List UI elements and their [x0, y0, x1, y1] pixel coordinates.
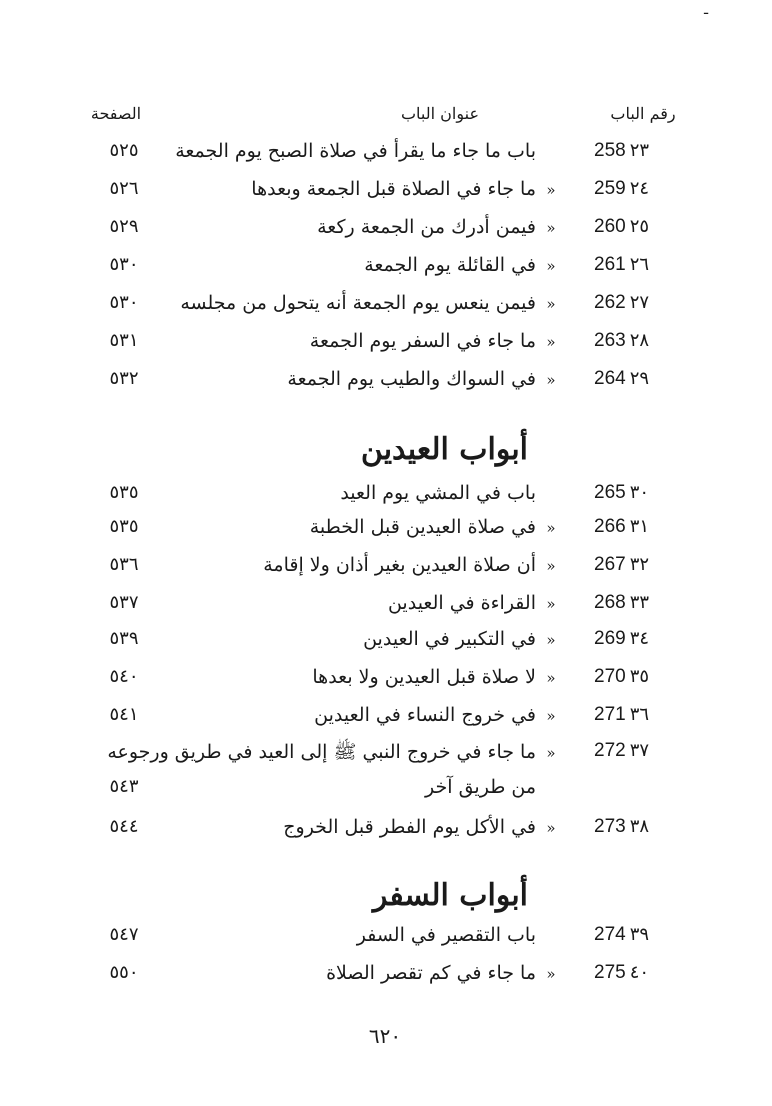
entry-number [594, 140, 678, 162]
entry-page: ٥٤٣ [109, 776, 139, 797]
toc-row [0, 554, 772, 588]
toc-row-continuation [0, 776, 772, 810]
entry-number [594, 330, 678, 352]
toc-row [0, 178, 772, 212]
entry-number-latin: 265 [594, 482, 626, 503]
entry-number-arabic: ٣٤ [629, 628, 650, 649]
entry-page: ٥٣٠ [109, 292, 139, 313]
entry-page: ٥٤٠ [109, 666, 139, 687]
entry-title [146, 330, 566, 352]
entry-number-arabic: ٣١ [629, 516, 650, 537]
toc-row [0, 962, 772, 996]
entry-title [146, 554, 566, 576]
entry-page: ٥٥٠ [109, 962, 139, 983]
page-folio-number: ٦٢٠ [368, 1024, 402, 1048]
entry-number-arabic: ٣٢ [629, 554, 650, 575]
entry-title [146, 816, 566, 838]
entry-number-arabic: ٢٧ [629, 292, 650, 313]
toc-header [0, 104, 772, 134]
entry-title-text: فيمن أدرك من الجمعة ركعة [317, 216, 536, 238]
ditto-mark: « [546, 669, 556, 687]
entry-number [594, 216, 678, 238]
entry-title-text: في صلاة العيدين قبل الخطبة [309, 516, 536, 538]
entry-title-text: في خروج النساء في العيدين [314, 704, 536, 726]
entry-number-latin: 258 [594, 140, 626, 161]
entry-number [594, 740, 678, 762]
entry-number-arabic: ٣٦ [629, 704, 650, 725]
entry-title-text: فيمن ينعس يوم الجمعة أنه يتحول من مجلسه [180, 292, 536, 314]
entry-title [146, 924, 566, 946]
ditto-mark: « [546, 219, 556, 237]
entry-number-latin: 272 [594, 740, 626, 761]
entry-title-text: ما جاء في كم تقصر الصلاة [326, 962, 536, 984]
entry-title-text: ما جاء في الصلاة قبل الجمعة وبعدها [251, 178, 536, 200]
entry-title [146, 628, 566, 650]
toc-row [0, 740, 772, 774]
entry-number-latin: 266 [594, 516, 626, 537]
ditto-mark: « [546, 181, 556, 199]
ditto-mark: « [546, 557, 556, 575]
toc-row [0, 482, 772, 516]
ditto-mark: « [546, 819, 556, 837]
entry-number-arabic: ٣٠ [629, 482, 650, 503]
entry-title-text: ما جاء في السفر يوم الجمعة [309, 330, 536, 352]
entry-number-arabic: ٢٦ [629, 254, 650, 275]
entry-title-text: القراءة في العيدين [387, 592, 536, 614]
ditto-mark: « [546, 595, 556, 613]
ditto-mark: « [546, 631, 556, 649]
entry-title [146, 216, 566, 238]
entry-number-latin: 274 [594, 924, 626, 945]
ditto-mark: « [546, 295, 556, 313]
entry-number-latin: 268 [594, 592, 626, 613]
toc-row [0, 140, 772, 174]
toc-row [0, 216, 772, 250]
entry-title-text: أن صلاة العيدين بغير أذان ولا إقامة [263, 554, 536, 576]
toc-row [0, 628, 772, 662]
entry-number [594, 628, 678, 650]
toc-row [0, 368, 772, 402]
entry-number [594, 516, 678, 538]
section-heading: أبواب العيدين [360, 432, 528, 467]
section-heading: أبواب السفر [372, 878, 528, 913]
entry-title-text: باب التقصير في السفر [356, 924, 536, 946]
entry-title-text: في السواك والطيب يوم الجمعة [287, 368, 536, 390]
entry-title [146, 666, 566, 688]
entry-page: ٥٣١ [109, 330, 139, 351]
entry-number-latin: 262 [594, 292, 626, 313]
ditto-mark: « [546, 519, 556, 537]
toc-row [0, 816, 772, 850]
entry-number [594, 254, 678, 276]
entry-number-latin: 271 [594, 704, 626, 725]
ditto-mark: « [546, 333, 556, 351]
entry-page: ٥٤٤ [109, 816, 139, 837]
entry-title [146, 482, 566, 504]
entry-title-text: في الأكل يوم الفطر قبل الخروج [283, 816, 536, 838]
toc-row [0, 924, 772, 958]
entry-title [146, 368, 566, 390]
entry-number [594, 704, 678, 726]
entry-number-latin: 261 [594, 254, 626, 275]
entry-page: ٥٤٧ [109, 924, 139, 945]
entry-title [146, 592, 566, 614]
entry-title [146, 516, 566, 538]
entry-title [146, 704, 566, 726]
entry-page: ٥٣٢ [109, 368, 139, 389]
entry-number [594, 292, 678, 314]
entry-title [146, 254, 566, 276]
entry-number-latin: 275 [594, 962, 626, 983]
entry-title-text: في التكبير في العيدين [363, 628, 536, 650]
entry-number [594, 816, 678, 838]
entry-title [146, 178, 566, 200]
entry-title [146, 292, 566, 314]
toc-row [0, 292, 772, 326]
entry-number-latin: 273 [594, 816, 626, 837]
entry-title-text: في القائلة يوم الجمعة [364, 254, 536, 276]
entry-number-latin: 264 [594, 368, 626, 389]
entry-number [594, 924, 678, 946]
entry-title-text: لا صلاة قبل العيدين ولا بعدها [312, 666, 536, 688]
ditto-mark: « [546, 257, 556, 275]
toc-row [0, 592, 772, 626]
entry-page: ٥٣٥ [109, 516, 139, 537]
entry-title-cont-text: من طريق آخر [425, 776, 536, 798]
entry-number-latin: 269 [594, 628, 626, 649]
entry-page: ٥٢٩ [109, 216, 139, 237]
entry-title [146, 140, 566, 162]
entry-page: ٥٢٦ [109, 178, 139, 199]
header-page-label: الصفحة [90, 104, 142, 123]
entry-number-arabic: ٣٥ [629, 666, 650, 687]
entry-title [146, 962, 566, 984]
entry-number-latin: 260 [594, 216, 626, 237]
entry-number-latin: 263 [594, 330, 626, 351]
entry-number-arabic: ٣٨ [629, 816, 650, 837]
entry-number [594, 368, 678, 390]
entry-page: ٥٣٠ [109, 254, 139, 275]
ditto-mark: « [546, 965, 556, 983]
entry-title-text: باب ما جاء ما يقرأ في صلاة الصبح يوم الجمعة [175, 140, 536, 162]
entry-number [594, 592, 678, 614]
ditto-mark: « [546, 707, 556, 725]
entry-number-arabic: ٢٩ [629, 368, 650, 389]
entry-number [594, 962, 678, 984]
entry-title [66, 740, 566, 768]
entry-number-arabic: ٣٩ [629, 924, 650, 945]
entry-page: ٥٣٦ [109, 554, 139, 575]
entry-number-arabic: ٢٨ [629, 330, 650, 351]
entry-title-text: باب في المشي يوم العيد [340, 482, 536, 504]
corner-mark: ـ [704, 2, 709, 18]
entry-page: ٥٣٧ [109, 592, 139, 613]
entry-number [594, 666, 678, 688]
entry-title-continuation [146, 776, 566, 798]
toc-row [0, 516, 772, 550]
entry-number [594, 178, 678, 200]
ditto-mark: « [546, 744, 556, 762]
entry-page: ٥٤١ [109, 704, 139, 725]
entry-number-latin: 267 [594, 554, 626, 575]
entry-number-latin: 270 [594, 666, 626, 687]
entry-number-latin: 259 [594, 178, 626, 199]
toc-row [0, 330, 772, 364]
header-num-label: رقم الباب [610, 104, 676, 123]
entry-number-arabic: ٢٥ [629, 216, 650, 237]
header-title-label: عنوان الباب [400, 104, 479, 123]
entry-number [594, 554, 678, 576]
toc-row [0, 704, 772, 738]
entry-number-arabic: ٤٠ [629, 962, 650, 983]
entry-page: ٥٣٩ [109, 628, 139, 649]
entry-number [594, 482, 678, 504]
entry-number-arabic: ٣٣ [629, 592, 650, 613]
ditto-mark: « [546, 371, 556, 389]
entry-page: ٥٢٥ [109, 140, 139, 161]
entry-title-text: ما جاء في خروج النبي ﷺ إلى العيد في طريق ورجوعه [107, 741, 536, 763]
toc-row [0, 254, 772, 288]
entry-number-arabic: ٢٣ [629, 140, 650, 161]
toc-row [0, 666, 772, 700]
entry-number-arabic: ٢٤ [629, 178, 650, 199]
entry-page: ٥٣٥ [109, 482, 139, 503]
entry-number-arabic: ٣٧ [629, 740, 650, 761]
